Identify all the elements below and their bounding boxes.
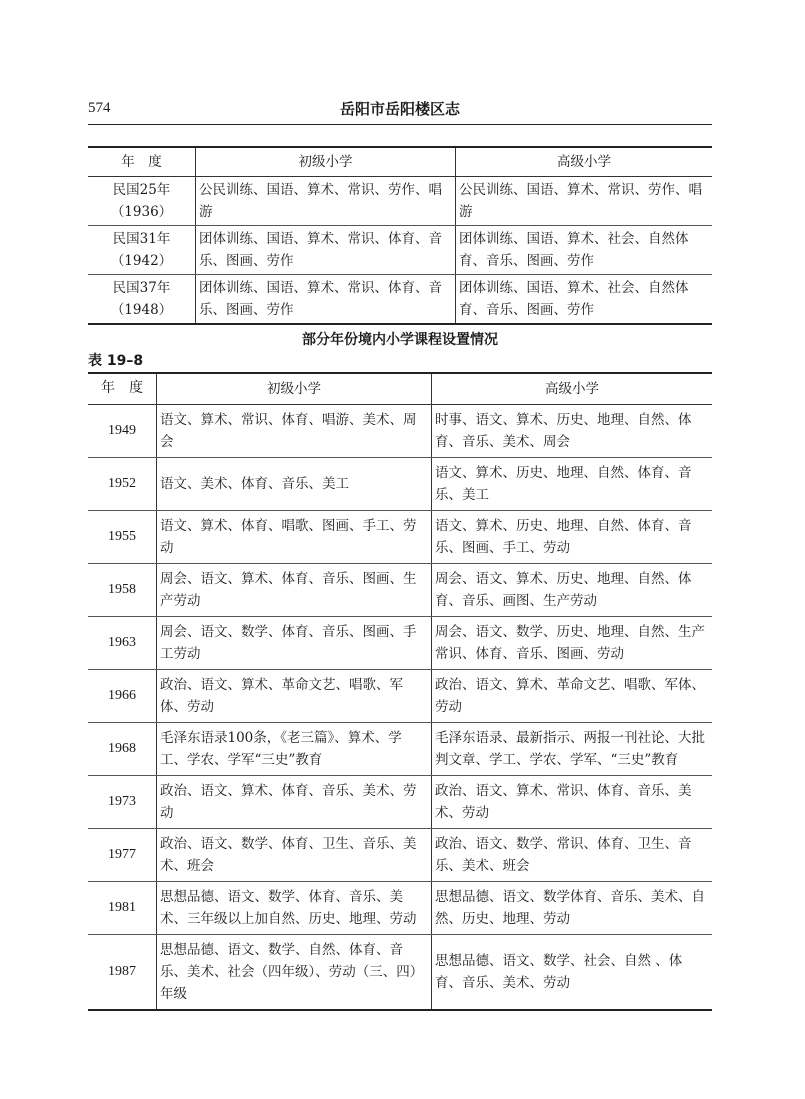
senior-cell: 周会、语文、算术、历史、地理、自然、体育、音乐、画图、生产劳动: [432, 564, 713, 617]
primary-cell: 团体训练、国语、算术、常识、体育、音乐、图画、劳作: [196, 275, 456, 325]
header-year: 年 度: [88, 373, 157, 405]
year-ad: （1948）: [110, 302, 173, 318]
year-label: 民国37年: [112, 280, 171, 296]
primary-cell: 政治、语文、数学、体育、卫生、音乐、美术、班会: [157, 829, 432, 882]
curriculum-table-modern: [88, 372, 712, 1011]
year-cell: 1949: [88, 405, 157, 458]
page-header: [88, 98, 712, 122]
senior-cell: 政治、语文、数学、常识、体育、卫生、音乐、美术、班会: [432, 829, 713, 882]
senior-cell: 团体训练、国语、算术、社会、自然体育、音乐、图画、劳作: [456, 226, 713, 275]
book-title: 岳阳市岳阳楼区志: [339, 100, 460, 118]
primary-cell: 周会、语文、算术、体育、音乐、图画、生产劳动: [157, 564, 432, 617]
header-primary: 初级小学: [157, 373, 432, 405]
year-ad: （1942）: [110, 253, 173, 269]
senior-cell: 时事、语文、算术、历史、地理、自然、体育、音乐、美术、周会: [432, 405, 713, 458]
header-rule: [88, 124, 712, 125]
page-number: 574: [88, 100, 111, 116]
primary-cell: 语文、算术、常识、体育、唱游、美术、周会: [157, 405, 432, 458]
primary-cell: 公民训练、国语、算术、常识、劳作、唱游: [196, 177, 456, 226]
header-senior: 高级小学: [456, 147, 713, 177]
primary-cell: 语文、美术、体育、音乐、美工: [157, 458, 432, 511]
primary-cell: 周会、语文、数学、体育、音乐、图画、手工劳动: [157, 617, 432, 670]
senior-cell: 周会、语文、数学、历史、地理、自然、生产常识、体育、音乐、图画、劳动: [432, 617, 713, 670]
senior-cell: 政治、语文、算术、常识、体育、音乐、美术、劳动: [432, 776, 713, 829]
senior-cell: 思想品德、语文、数学体育、音乐、美术、自然、历史、地理、劳动: [432, 882, 713, 935]
table-row: [88, 882, 712, 935]
header-senior: 高级小学: [432, 373, 713, 405]
header-year: 年 度: [88, 147, 196, 177]
year-label: 民国25年: [112, 182, 171, 198]
senior-cell: 团体训练、国语、算术、社会、自然体育、音乐、图画、劳作: [459, 280, 689, 318]
senior-cell: 语文、算术、历史、地理、自然、体育、音乐、图画、手工、劳动: [432, 511, 713, 564]
year-cell: 1987: [88, 935, 157, 1011]
table-row: [88, 458, 712, 511]
primary-cell: 语文、算术、体育、唱歌、图画、手工、劳动: [157, 511, 432, 564]
senior-cell: 思想品德、语文、数学、社会、自然 、体育、音乐、美术、劳动: [435, 953, 683, 991]
senior-cell: 政治、语文、算术、革命文艺、唱歌、军体、劳动: [432, 670, 713, 723]
year-cell: 1968: [88, 723, 157, 776]
table-header-row: [88, 147, 712, 177]
year-cell: 1966: [88, 670, 157, 723]
primary-cell: 团体训练、国语、算术、常识、体育、音乐、图画、劳作: [196, 226, 456, 275]
table-header-row: [88, 373, 712, 405]
primary-cell: 政治、语文、算术、革命文艺、唱歌、军体、劳动: [157, 670, 432, 723]
table-row: [88, 670, 712, 723]
table-number: 表 19–8: [88, 353, 144, 369]
senior-cell: 语文、算术、历史、地理、自然、体育、音乐、美工: [432, 458, 713, 511]
table-row: [88, 405, 712, 458]
curriculum-table-republic: [88, 146, 712, 325]
year-cell: [88, 177, 196, 226]
primary-cell: 政治、语文、算术、体育、音乐、美术、劳动: [157, 776, 432, 829]
table-row: [88, 935, 712, 1011]
table-row: [88, 829, 712, 882]
header-primary: 初级小学: [196, 147, 456, 177]
year-cell: 1977: [88, 829, 157, 882]
table-row: [88, 226, 712, 275]
table-row: [88, 275, 712, 325]
year-cell: 1955: [88, 511, 157, 564]
senior-cell: 毛泽东语录、最新指示、两报一刊社论、大批判文章、学工、学农、学军、“三史”教育: [432, 723, 713, 776]
year-cell: 1973: [88, 776, 157, 829]
table-row: [88, 617, 712, 670]
year-cell: 1952: [88, 458, 157, 511]
senior-cell: 公民训练、国语、算术、常识、劳作、唱游: [456, 177, 713, 226]
table-row: [88, 723, 712, 776]
year-cell: [88, 226, 196, 275]
table-caption: 部分年份境内小学课程设置情况: [302, 332, 498, 348]
primary-cell: 思想品德、语文、数学、自然、体育、音乐、美术、社会（四年级）、劳动（三、四）年级: [157, 935, 432, 1011]
year-label: 民国31年: [112, 231, 171, 247]
year-cell: [88, 275, 196, 325]
table-row: [88, 177, 712, 226]
year-ad: （1936）: [110, 204, 173, 220]
primary-cell: 思想品德、语文、数学、体育、音乐、美术、三年级以上加自然、历史、地理、劳动: [157, 882, 432, 935]
primary-cell: 毛泽东语录100条，《老三篇》、算术、学工、学农、学军“三史”教育: [157, 723, 432, 776]
year-cell: 1958: [88, 564, 157, 617]
table-row: [88, 564, 712, 617]
year-cell: 1981: [88, 882, 157, 935]
table-row: [88, 511, 712, 564]
year-cell: 1963: [88, 617, 157, 670]
table-row: [88, 776, 712, 829]
